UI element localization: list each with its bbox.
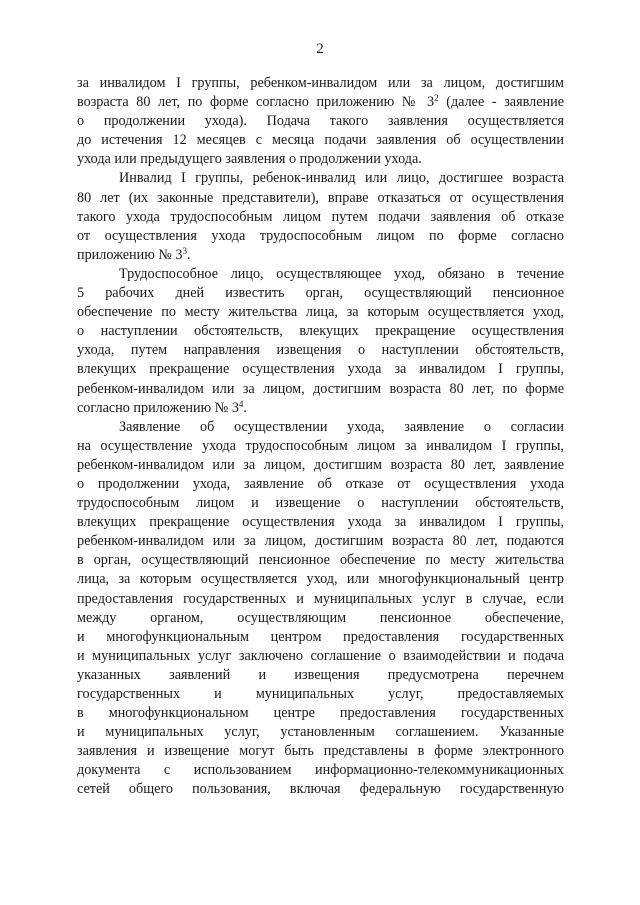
text-line [77,685,564,704]
text-line [77,227,564,246]
text-line-content: такого ухода трудоспособным лицом путем подачи заявления об отказе [77,208,564,225]
text-line-content: обеспечение по месту жительства лица, за которым осуществляется уход, [77,304,564,321]
text-line [77,551,564,570]
text-line [77,590,564,609]
text-line-content: сетей общего пользования, включая федеральную государственную [77,781,564,798]
text-line-content: на осуществление ухода трудоспособным лицом за инвалидом I группы, [77,437,564,454]
text-line-tail: . [243,399,247,416]
text-line [77,475,564,494]
text-line [77,399,564,418]
paragraph-first-line [77,265,564,284]
text-line [77,456,564,475]
text-line [77,380,564,399]
text-line-content: трудоспособным лицом и извещение о наступлении обстоятельств, [77,495,564,512]
text-line-content: в орган, осуществляющий пенсионное обеспечение по месту жительства [77,552,564,569]
text-line [77,131,564,150]
text-line [77,647,564,666]
text-line [77,246,564,265]
text-line [77,704,564,723]
text-line [77,437,564,456]
text-line-content: ухода, путем направления извещения о наступлении обстоятельств, [77,342,564,359]
text-line-tail: . [187,246,191,263]
paragraph-first-line [77,169,564,188]
text-line [77,761,564,780]
text-line-content: от осуществления ухода трудоспособным лицом по форме согласно [77,227,564,244]
text-line-content: Инвалид I группы, ребенок-инвалид или лицо, достигшее возраста [119,170,564,187]
text-line-content: Трудоспособное лицо, осуществляющее уход, обязано в течение [119,265,564,282]
text-line-content: влекущих прекращение осуществления ухода за инвалидом I группы, [77,361,564,378]
text-line [77,284,564,303]
text-line-content: приложению № 3 [77,246,183,263]
text-line-content: о продолжении ухода). Подача такого заявления осуществляется [77,113,564,130]
text-line [77,360,564,379]
footnote-superscript: 2 [434,93,439,104]
text-line [77,208,564,227]
text-line-content: лица, за которым осуществляется уход, или многофункциональный центр [77,571,564,588]
text-line-content: и многофункциональным центром предоставления государственных [77,628,564,645]
text-line-content: о продолжении ухода, заявление об отказе от осуществления ухода [77,475,564,492]
text-line-content: о наступлении обстоятельств, влекущих прекращение осуществления [77,323,564,340]
text-line [77,666,564,685]
text-line [77,150,564,169]
text-line [77,532,564,551]
footnote-superscript: 3 [182,245,188,256]
text-line-content: влекущих прекращение осуществления ухода за инвалидом I группы, [77,514,564,531]
text-line [77,112,564,131]
text-line-content: ребенком-инвалидом или за лицом, достигшим возраста 80 лет, заявление [77,456,564,473]
text-line-content: между органом, осуществляющим пенсионное обеспечение, [77,609,564,626]
text-line-content: до истечения 12 месяцев с месяца подачи заявления об осуществлении [77,132,564,149]
text-line-content: указанных заявлений и извещения предусмотрена перечнем [77,666,564,683]
footnote-superscript: 4 [238,398,244,409]
text-line-content: ухода или предыдущего заявления о продолжении ухода. [77,151,422,168]
text-line [77,570,564,589]
paragraph-first-line [77,418,564,437]
text-line-content: возраста 80 лет, по форме согласно приложению № 3 [77,94,435,111]
text-line-content: 5 рабочих дней известить орган, осуществляющий пенсионное [77,285,564,302]
text-line-content: предоставления государственных и муниципальных услуг в случае, если [77,590,564,607]
text-line-content: заявления и извещение могут быть представлены в форме электронного [77,743,564,760]
text-line [77,74,564,93]
text-line [77,189,564,208]
text-line [77,341,564,360]
text-line [77,322,564,341]
text-line [77,742,564,761]
text-line-content: 80 лет (их законные представители), вправе отказаться от осуществления [77,189,564,206]
text-line-content: за инвалидом I группы, ребенком-инвалидом или за лицом, достигшим [77,75,564,91]
text-line-content: в многофункциональном центре предоставления государственных [77,705,564,722]
text-line-content: и муниципальных услуг, установленным соглашением. Указанные [77,724,564,741]
text-line-content: ребенком-инвалидом или за лицом, достигшим возраста 80 лет, подаются [77,533,564,550]
page-number: 2 [316,41,324,57]
text-line [77,93,564,112]
text-line-content: ребенком-инвалидом или за лицом, достигшим возраста 80 лет, по форме [77,380,564,397]
text-line-content: государственных и муниципальных услуг, предоставляемых [77,686,564,702]
text-line [77,513,564,532]
text-line [77,723,564,742]
text-line [77,494,564,513]
text-line [77,628,564,647]
text-line-content: и муниципальных услуг заключено соглашение о взаимодействии и подача [77,647,564,664]
text-line [77,780,564,799]
document-body [77,74,564,800]
text-line-content: документа с использованием информационно-телекоммуникационных [77,762,564,779]
text-line-content: согласно приложению № 3 [77,399,239,416]
text-line-content: Заявление об осуществлении ухода, заявление о согласии [119,418,564,435]
text-line [77,303,564,322]
text-line-tail: (далее - заявление [438,94,564,111]
text-line [77,609,564,628]
